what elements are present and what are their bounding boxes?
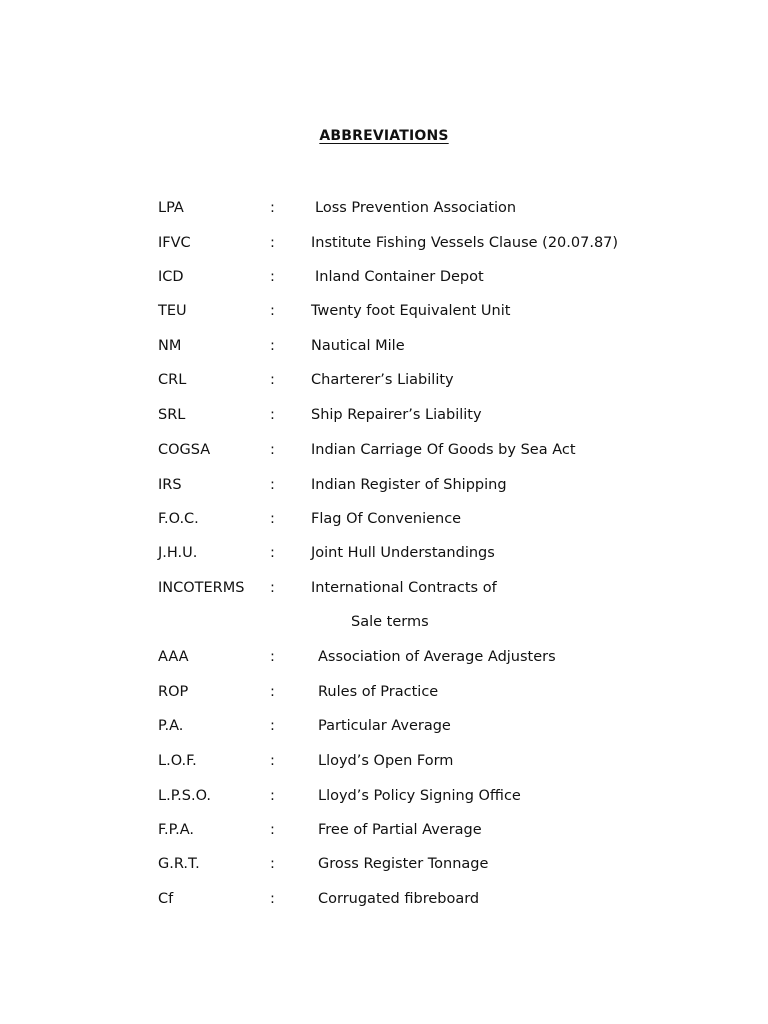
abbreviation-meaning: Lloyd’s Open Form xyxy=(318,753,454,769)
abbreviation-term: COGSA xyxy=(158,442,211,458)
separator-colon: : xyxy=(270,372,275,388)
abbreviation-row xyxy=(0,196,768,220)
abbreviation-row xyxy=(0,784,768,808)
abbreviation-meaning: Indian Register of Shipping xyxy=(311,477,507,493)
abbreviation-row xyxy=(0,576,768,600)
abbreviation-meaning: Flag Of Convenience xyxy=(311,511,462,527)
abbreviation-meaning: Association of Average Adjusters xyxy=(318,649,556,665)
separator-colon: : xyxy=(270,269,275,285)
abbreviation-term: P.A. xyxy=(158,718,184,734)
separator-colon: : xyxy=(270,891,275,907)
separator-colon: : xyxy=(270,788,275,804)
abbreviation-meaning: Ship Repairer’s Liability xyxy=(311,407,482,423)
abbreviation-term: TEU xyxy=(158,303,187,319)
abbreviation-row xyxy=(0,473,768,497)
abbreviation-meaning: Inland Container Depot xyxy=(315,269,484,285)
abbreviation-meaning: Loss Prevention Association xyxy=(315,200,517,216)
abbreviation-meaning: Gross Register Tonnage xyxy=(318,856,489,872)
abbreviation-row xyxy=(0,403,768,427)
abbreviation-row xyxy=(0,231,768,255)
abbreviation-meaning: Joint Hull Understandings xyxy=(311,545,495,561)
page-title-text: ABBREVIATIONS xyxy=(319,128,449,144)
abbreviation-meaning: Free of Partial Average xyxy=(318,822,482,838)
abbreviation-term: NM xyxy=(158,338,182,354)
abbreviation-meaning: Twenty foot Equivalent Unit xyxy=(311,303,511,319)
abbreviation-term: ICD xyxy=(158,269,184,285)
page-title xyxy=(0,128,768,144)
abbreviation-meaning: Sale terms xyxy=(351,614,429,630)
abbreviation-meaning: Indian Carriage Of Goods by Sea Act xyxy=(311,442,576,458)
abbreviation-row xyxy=(0,368,768,392)
abbreviation-row xyxy=(0,680,768,704)
abbreviation-meaning: Rules of Practice xyxy=(318,684,439,700)
abbreviation-meaning: Corrugated fibreboard xyxy=(318,891,480,907)
separator-colon: : xyxy=(270,822,275,838)
separator-colon: : xyxy=(270,303,275,319)
separator-colon: : xyxy=(270,718,275,734)
abbreviation-meaning: Nautical Mile xyxy=(311,338,405,354)
abbreviation-row xyxy=(0,714,768,738)
abbreviation-meaning: Charterer’s Liability xyxy=(311,372,454,388)
separator-colon: : xyxy=(270,684,275,700)
abbreviation-term: ROP xyxy=(158,684,189,700)
separator-colon: : xyxy=(270,649,275,665)
abbreviation-term: F.O.C. xyxy=(158,511,199,527)
abbreviation-row xyxy=(0,334,768,358)
abbreviation-row xyxy=(0,887,768,911)
abbreviation-row xyxy=(0,541,768,565)
separator-colon: : xyxy=(270,477,275,493)
abbreviation-term: IRS xyxy=(158,477,182,493)
abbreviation-term: L.P.S.O. xyxy=(158,788,212,804)
separator-colon: : xyxy=(270,407,275,423)
abbreviation-meaning: Institute Fishing Vessels Clause (20.07.87) xyxy=(311,235,619,251)
abbreviation-term: L.O.F. xyxy=(158,753,197,769)
abbreviation-meaning: International Contracts of xyxy=(311,580,497,596)
abbreviation-row xyxy=(0,438,768,462)
abbreviation-term: AAA xyxy=(158,649,189,665)
separator-colon: : xyxy=(270,235,275,251)
abbreviation-row xyxy=(0,610,768,634)
abbreviation-row xyxy=(0,852,768,876)
abbreviation-term: CRL xyxy=(158,372,187,388)
separator-colon: : xyxy=(270,511,275,527)
separator-colon: : xyxy=(270,753,275,769)
abbreviation-meaning: Lloyd’s Policy Signing Office xyxy=(318,788,521,804)
abbreviation-row xyxy=(0,507,768,531)
separator-colon: : xyxy=(270,545,275,561)
abbreviation-term: LPA xyxy=(158,200,184,216)
separator-colon: : xyxy=(270,580,275,596)
abbreviation-term: SRL xyxy=(158,407,186,423)
abbreviation-row xyxy=(0,749,768,773)
abbreviation-row xyxy=(0,299,768,323)
abbreviation-term: G.R.T. xyxy=(158,856,200,872)
abbreviation-term: INCOTERMS xyxy=(158,580,245,596)
abbreviation-row xyxy=(0,265,768,289)
abbreviation-term: IFVC xyxy=(158,235,191,251)
separator-colon: : xyxy=(270,200,275,216)
abbreviation-term: J.H.U. xyxy=(158,545,198,561)
separator-colon: : xyxy=(270,856,275,872)
separator-colon: : xyxy=(270,338,275,354)
abbreviation-row xyxy=(0,645,768,669)
abbreviation-meaning: Particular Average xyxy=(318,718,451,734)
abbreviation-term: Cf xyxy=(158,891,174,907)
separator-colon: : xyxy=(270,442,275,458)
abbreviation-row xyxy=(0,818,768,842)
abbreviation-term: F.P.A. xyxy=(158,822,194,838)
